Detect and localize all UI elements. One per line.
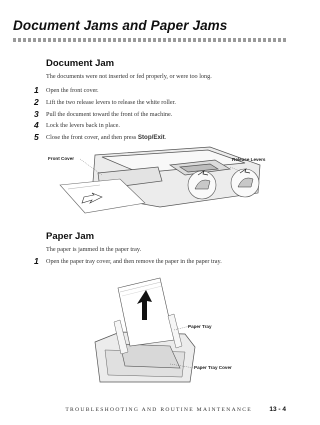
title-rule <box>13 38 287 42</box>
step-number: 4 <box>34 120 39 130</box>
paper-tray-cover-callout: Paper Tray Cover <box>194 365 232 370</box>
document-jam-step-4 <box>34 122 284 132</box>
step-number: 3 <box>34 109 39 119</box>
paper-tray-callout: Paper Tray <box>188 324 212 329</box>
release-levers-callout: Release Levers <box>232 157 266 162</box>
step-number: 1 <box>34 85 39 95</box>
document-jam-intro: The documents were not inserted or fed properly, or were too long. <box>46 73 212 80</box>
step-number: 2 <box>34 97 39 107</box>
step-text: Open the front cover. <box>46 87 99 94</box>
document-jam-step-3 <box>34 111 284 121</box>
paper-jam-intro: The paper is jammed in the paper tray. <box>46 246 142 253</box>
document-jam-step-5 <box>34 134 284 144</box>
paper-tray-illustration <box>90 272 200 392</box>
step-text: Close the front cover, and then press Stop/Exit. <box>46 134 167 141</box>
document-jam-heading: Document Jam <box>46 58 115 69</box>
document-jam-step-1 <box>34 87 284 97</box>
document-jam-step-2 <box>34 99 284 109</box>
step-text: Open the paper tray cover, and then remove the paper in the paper tray. <box>46 258 222 265</box>
page-title: Document Jams and Paper Jams <box>13 18 228 33</box>
step-text: Lock the levers back in place. <box>46 122 120 129</box>
paper-jam-heading: Paper Jam <box>46 231 95 242</box>
page-number: 13 - 4 <box>269 406 286 413</box>
step-text: Lift the two release levers to release the white roller. <box>46 99 176 106</box>
step-number: 1 <box>34 256 39 266</box>
footer-section-title: TROUBLESHOOTING AND ROUTINE MAINTENANCE <box>65 407 252 413</box>
step-text: Pull the document toward the front of the machine. <box>46 111 173 118</box>
stop-exit-key: Stop/Exit <box>137 134 165 141</box>
paper-jam-step-1 <box>34 258 284 268</box>
page-footer <box>14 406 286 416</box>
step-number: 5 <box>34 132 39 142</box>
front-cover-callout: Front Cover <box>48 156 75 161</box>
